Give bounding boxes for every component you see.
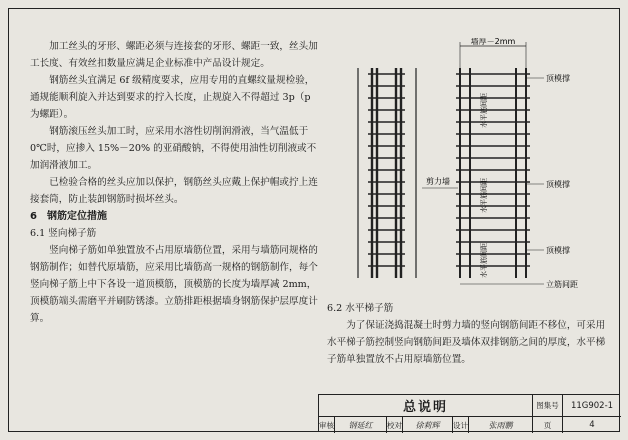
sheet-title: 总说明: [319, 395, 533, 417]
atlas-number: 11G902-1: [563, 395, 621, 417]
check-label: 校对: [387, 417, 403, 433]
section-heading: 6 钢筋定位措施: [30, 211, 107, 222]
label-wall: 剪力墙: [426, 177, 450, 186]
horizontal-rungs: [368, 74, 405, 266]
page-number: 4: [589, 420, 595, 430]
title-block: [318, 394, 620, 432]
design-label: 设计: [453, 417, 469, 433]
label-bottom: 立筋间距: [546, 280, 578, 289]
paragraph: 已检验合格的丝头应加以保护，钢筋丝头应戴上保护帽或拧上连接套筒，防止装卸钢筋时损坏丝头。: [30, 177, 318, 205]
right-column-text: [327, 300, 607, 368]
atlas-label: 图集号: [533, 395, 563, 417]
designer-name: 张雨鹏: [469, 417, 533, 433]
paragraph: 竖向梯子筋如单独置放不占用原墙筋位置，采用与墙筋同规格的钢筋制作；如替代原墙筋，应采用比墙筋高一规格的钢筋制作，每个竖向梯子筋上中下各设一道顶模筋，顶模筋的长度为墙厚减 2mm，顶模筋端头需磨平并刷防锈漆。立筋排距根据墙身钢筋保护层厚度计算。: [30, 245, 318, 324]
page-label: 页: [533, 417, 563, 433]
label-bot-rebar: 顶模撑: [546, 246, 570, 255]
subsection-heading: 6.1 竖向梯子筋: [30, 228, 97, 239]
left-column-text: [30, 38, 320, 327]
subsection-heading: 6.2 水平梯子筋: [327, 303, 394, 314]
top-dimension-label: 墙厚－2mm: [470, 38, 516, 46]
label-vertical-spacing: 水平筋间距: [480, 243, 488, 278]
reviewer-name: 钢延红: [335, 417, 387, 433]
paragraph: 加工丝头的牙形、螺距必须与连接套的牙形、螺距一致，丝头加工长度、有效丝扣数量应满足企业标准中产品设计规定。: [30, 41, 318, 69]
review-label: 审核: [319, 417, 335, 433]
ladder-rebar-diagram: [330, 38, 610, 293]
checker-name: 徐莉辉: [403, 417, 453, 433]
paragraph: 为了保证浇捣混凝土时剪力墙的竖向钢筋间距不移位，可采用水平梯子筋控制竖向钢筋间距及墙体双排钢筋之间的厚度，水平梯子筋单独置放不占用原墙筋位置。: [327, 320, 606, 365]
label-top-rebar: 顶模撑: [546, 74, 570, 83]
label-mid-rebar: 顶模撑: [546, 180, 570, 189]
label-vertical-spacing: 水平筋间距: [480, 178, 488, 213]
horizontal-rungs: [456, 74, 530, 266]
label-vertical-spacing: 水平筋间距: [480, 93, 488, 128]
paragraph: 钢筋滚压丝头加工时，应采用水溶性切削润滑液，当气温低于 0℃时，应掺入 15%－20% 的亚硝酸钠，不得使用油性切削液或不加润滑液加工。: [30, 126, 317, 171]
paragraph: 钢筋丝头宜满足 6f 级精度要求，应用专用的直螺纹量规检验，通规能顺利旋入并达到要求的拧入长度，止规旋入不得超过 3p（p 为螺距）。: [30, 75, 315, 120]
